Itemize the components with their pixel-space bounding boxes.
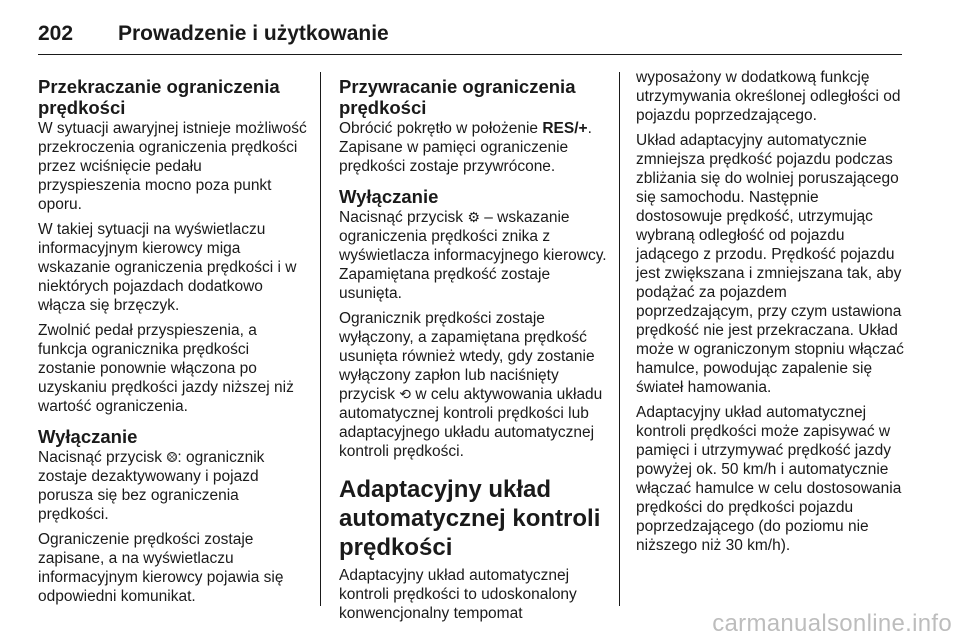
column-divider [320,72,321,606]
text: . Zapisane w pamięci ograniczenie prędkości zostaje przywrócone. [339,120,592,175]
paragraph [339,309,609,461]
heading-switch-off: Wyłączanie [339,186,439,207]
page-header [38,14,902,55]
text: Ogranicznik prędkości zostaje wyłączony, a zapamiętana prędkość usunięta również wtedy, gdy zostanie wyłączony zapłon lub naciśnięty przycisk [339,310,595,403]
res-label: RES/+ [542,120,588,137]
column-divider [619,72,620,606]
column-middle [339,68,609,629]
paragraph: Zwolnić pedał przyspieszenia, a funkcja ogranicznika prędkości zostanie ponownie włączona po uzyskaniu prędkości jazdy niższej niż wartość ograniczenia. [38,322,294,415]
text: Nacisnąć przycisk [38,449,167,466]
watermark-link[interactable]: carmanualsonline.info [712,610,952,637]
cruise-control-icon: ⟲ [399,386,412,402]
text: Nacisnąć przycisk [339,209,468,226]
heading-restore-limit: Przywracanie ograniczenia prędkości [339,76,576,118]
paragraph: W sytuacji awaryjnej istnieje możliwość przekroczenia ograniczenia prędkości przez wciśnięcie pedału przyspieszenia mocno poza punkt oporu. [38,120,307,213]
paragraph: Adaptacyjny układ automatycznej kontroli prędkości to udoskonalony konwencjonalny tempomat [339,567,577,622]
text: Obrócić pokrętło w położenie [339,120,543,137]
paragraph [339,208,609,303]
paragraph: W takiej sytuacji na wyświetlaczu informacyjnym kierowcy miga wskazanie ograniczenia prędkości i w niektórych pojazdach dodatkowo włącza się brzęczyk. [38,221,297,314]
page-title: Prowadzenie i użytkowanie [118,22,389,45]
text: – wskazanie ograniczenia prędkości znika z wyświetlacza informacyjnego kierowcy. Zapamiętana prędkość zostaje usunięta. [339,209,607,302]
paragraph: wyposażony w dodatkową funkcję utrzymywania określonej odległości od pojazdu poprzedzającego. [636,69,901,124]
paragraph [38,448,308,524]
paragraph [339,119,609,176]
page-number: 202 [38,22,74,45]
paragraph: Układ adaptacyjny automatycznie zmniejsza prędkość pojazdu podczas zbliżania się do wolniej poruszającego się samochodu. Następnie dostosowuje prędkość, utrzymując wybraną odległość od pojazdu jadącego z przodu. Prędkość pojazdu jest zwiększana i zmniejszana tak, aby podążać za pojazdem poprzedzającym, przy czym ustawiona prędkość nie jest przekraczana. Układ może w ograniczonym stopniu włączać hamulce, powodując zapalenie się świateł hamowania. [636,132,904,396]
heading-exceed-limit: Przekraczanie ograniczenia prędkości [38,76,280,118]
text: : ogranicznik zostaje dezaktywowany i pojazd porusza się bez ograniczenia prędkości. [38,449,265,523]
speed-limiter-icon: ⚙ [467,209,480,225]
text: w celu aktywowania układu automatycznej kontroli prędkości lub adaptacyjnego układu automatycznej kontroli prędkości. [339,386,603,460]
column-right [636,68,908,561]
limiter-off-icon: ⨷ [166,449,178,465]
heading-adaptive-cruise: Adaptacyjny układ automatycznej kontroli prędkości [339,476,601,561]
paragraph: Adaptacyjny układ automatycznej kontroli prędkości może zapisywać w pamięci i utrzymywać prędkość jazdy powyżej ok. 50 km/h i automatycznie włączać hamulce w celu dostosowania prędkości do prędkości pojazdu poprzedzającego (do poziomu nie niższego niż 30 km/h). [636,404,902,554]
column-left [38,68,308,612]
paragraph: Ograniczenie prędkości zostaje zapisane, a na wyświetlaczu informacyjnym kierowcy pojawia się odpowiedni komunikat. [38,531,284,605]
heading-switch-off: Wyłączanie [38,426,138,447]
